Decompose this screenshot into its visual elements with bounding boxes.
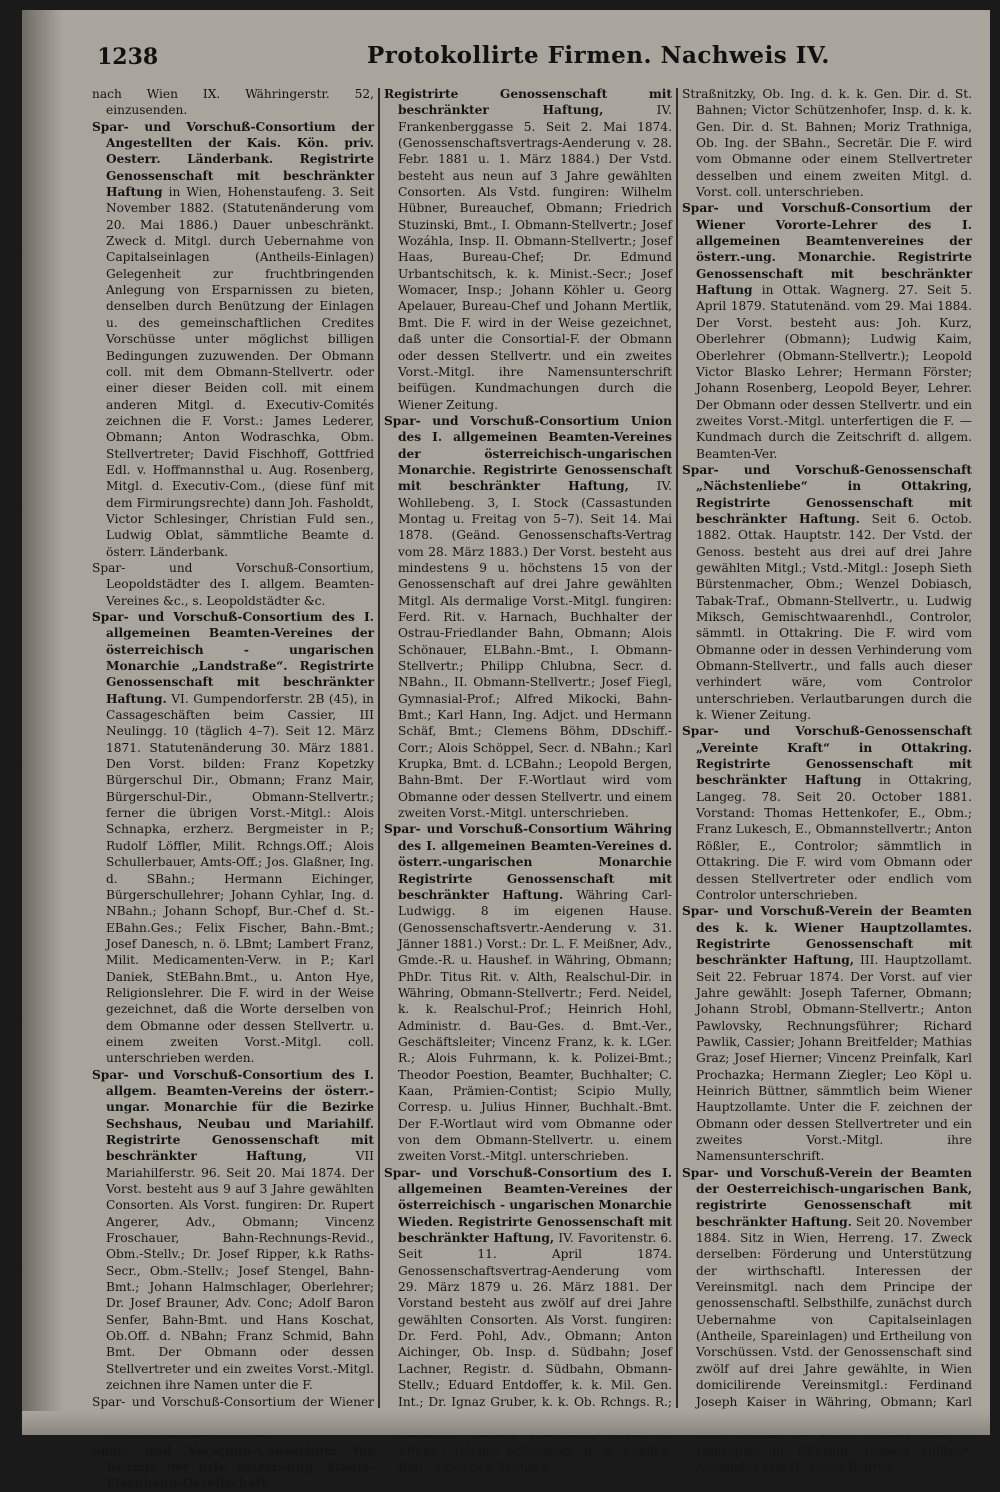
running-title: Protokollirte Firmen. Nachweis IV. (367, 42, 830, 69)
directory-entry (384, 413, 672, 822)
book-page (22, 10, 990, 1491)
entry-firm-name: Spar- und Vorschuß-Verein der Beamten der Oesterreichisch-ungarischen Bank, registrirte Genossenschaft mit beschränkter Haftung. (682, 1165, 972, 1229)
entry-details: Währing Carl-Ludwigg. 8 im eigenen Hause. (Genossenschaftsvertr.-Aenderung v. 31. Jänner 1881.) Vorst.: Dr. L. F. Meißner, Adv., Gmde.-R. u. Haushef. in Währing, Obmann; PhDr. Titus Rit. v. Alth, Realschul-Dir. in Währing, Obmann-Stellvertr.; Ferd. Neidel, k. k. Realschul-Prof.; Heinrich Hohl, Administr. d. Bau-Ges. d. Bmt.-Ver., Geschäftsleiter; Vincenz Franz, k. k. LGer. R.; Alois Fuhrmann, k. k. Polizei-Bmt.; Theodor Poestion, Beamter, Buchhalter; C. Kaan, Prämien-Contist; Scipio Mully, Corresp. u. Julius Hinner, Buchhalt.-Bmt. Der F.-Wortlaut wird vom Obmanne oder von dem Obmann-Stellvertr. u. einem zweiten Vorst.-Mitgl. unterschrieben. (398, 887, 672, 1164)
directory-entry (682, 462, 972, 724)
entry-firm-name: Spar- und Vorschuß-Consortium Währing des I. allgemeinen Beamten-Vereines d. österr.-ungarischen Monarchie Registrirte Genossenschaft mit beschränkter Haftung. (384, 822, 672, 902)
directory-entry (92, 560, 374, 609)
page-header (22, 40, 990, 80)
directory-entry (682, 903, 972, 1165)
entry-details: Spar- und Vorschuß-Consortium der Wiener (92, 1394, 374, 1409)
directory-entry (92, 1067, 374, 1394)
entry-details: in Ottakring, Langeg. 78. Seit 20. October 1881. Vorstand: Thomas Hettenkofer, E., Obm.; Franz Lukesch, E., Obmannstellvertr.; Anton Rößler, E., Controlor; sämmtlich in Ottakring. Die F. wird vom Obmann oder dessen Stellvertreter oder endlich vom Controlor unterschrieben. (696, 773, 973, 902)
entry-firm-name: Spar- und Vorschuß-Consortium der Wiener Vororte-Lehrer des I. allgemeinen Beamtenvereines der österr.-ung. Monarchie. Registrirte Genossenschaft mit beschränkter Haftung (682, 201, 972, 298)
entry-firm-name: Spar- und Vorschuß-Consortium des I. allgemeinen Beamten-Vereines der österreichisch - ungarischen Monarchie „Landstraße“. Registrirte Genossenschaft mit beschränkter Haftung. (92, 610, 374, 706)
column-divider (378, 88, 380, 1408)
entry-details: IV. Favoritenstr. 6. Seit 11. April 1874. Genossenschaftsvertrag-Aenderung vom 29. März 1879 u. 26. März 1881. Der Vorstand besteht aus zwölf auf drei Jahre gewählten Consorten. Als Vorst. fungiren: Dr. Ferd. Pohl, Adv., Obmann; Anton Aichinger, Ob. Insp. d. Südbahn; Josef Lachner, Registr. d. Südbahn, Obmann-Stellv.; Eduard Entdoffer, k. k. Mil. Gen. Int.; Dr. Ignaz Gruber, k. k. Ob. Rchngs. R.; SBahn.; Johann Schrenckh, n. ö. Landes-Bmt.; Friedrich Schulz v. (398, 1231, 673, 1474)
entry-details: Seit 6. Octob. 1882. Ottak. Hauptstr. 142. Der Vstd. der Genoss. besteht aus drei auf drei Jahre gewählten Mitgl.; Vstd.-Mitgl.: Joseph Sieth Bürstenmacher, Obm.; Wenzel Dobiasch, Tabak-Traf., Obmann-Stellvertr., u. Ludwig Miksch, Gemischtwaarenhdl., Controlor, sämmtl. in Ottakring. Die F. wird vom Obmanne oder in dessen Verhinderung vom Obmann-Stellvertr., und falls auch dieser verhindert wäre, vom Controlor unterschrieben. Verlautbarungen durch die k. Wiener Zeitung. (696, 511, 972, 723)
directory-entry (682, 723, 972, 903)
entry-details: Spar- und Vorschuß-Consortium, Leopoldstädter des I. allgem. Beamten-Vereines &c., s. Leopoldstädter &c. (92, 560, 374, 608)
entry-details: VII Mariahilferstr. 96. Seit 20. Mai 1874. Der Vorst. besteht aus 9 auf 3 Jahre gewählten Consorten. Als Vorst. fungiren: Dr. Rupert Angerer, Adv., Obmann; Vincenz Froschauer, Bahn-Rechnungs-Revid., Obm.-Stellv.; Dr. Josef Ripper, k.k Raths-Secr., Obm.-Stellv.; Josef Stengel, Bahn-Bmt.; Johann Halmschlager, Oberlehrer; Dr. Josef Brauner, Adv. Conc; Adolf Baron Senfer, Bahn-Bmt. und Hans Koschat, Ob.Off. d. NBahn; Franz Schmid, Bahn Bmt. Der Obmann oder dessen Stellvertreter und ein zweites Vorst.-Mitgl. zeichnen ihre Namen unter die F. (106, 1149, 374, 1393)
entry-firm-name: Registrirte Genossenschaft mit beschränkter Haftung, (384, 87, 672, 118)
page-edge-shadow (22, 10, 62, 1435)
directory-entry (92, 86, 374, 119)
text-column-2 (384, 86, 673, 1474)
directory-entry (682, 200, 972, 462)
entry-details: in Ottak. Wagnerg. 27. Seit 5. April 1879. Statutenänd. vom 29. Mai 1884. Der Vorst. besteht aus: Joh. Kurz, Oberlehrer (Obmann); Ludwig Kaim, Oberlehrer (Obmann-Stellvertr.); Leopold Victor Blasko Lehrer; Hermann Förster; Johann Rosenberg, Leopold Beyer, Lehrer. Der Obmann oder dessen Stellvertr. und ein zweites Vorst.-Mitgl. unterfertigen die F. — Kundmach durch die Zeitschrift d. allgem. Beamten-Ver. (696, 283, 972, 461)
entry-details: VI. Gumpendorferstr. 2B (45), in Cassageschäften beim Cassier, III Neulingg. 10 (täglich 4–7). Seit 12. März 1871. Statutenänderung 30. März 1881. Den Vorst. bilden: Franz Kopetzky Bürgerschul Dir., Obmann; Franz Mair, Bürgerschul-Dir., Obmann-Stellvertr.; ferner die übrigen Vorst.-Mitgl.: Alois Schnapka, erzherz. Bergmeister in P.; Rudolf Löffler, Milit. Rchngs.Off.; Alois Schullerbauer, Amts-Off.; Jos. Glaßner, Ing. d. SBahn.; Hermann Eichinger, Bürgerschullehrer; Johann Cyhlar, Ing. d. NBahn.; Johann Schopf, Bur.-Chef d. St.-EBahn.Ges.; Felix Fischer, Bahn.-Bmt.; Josef Danesch, n. ö. LBmt; Lambert Franz, Milit. Medicamenten-Verw. in P.; Karl Daniek, StEBahn.Bmt., u. Anton Hye, Religionslehrer. Die F. wird in der Weise gezeichnet, daß die Worte derselben von dem Obmanne oder dessen Stellvertr. u. einem zweiten Vorst.-Mitgl. coll. unterschrieben werden. (106, 691, 374, 1066)
entry-details: nach Wien IX. Währingerstr. 52, einzusenden. (92, 87, 374, 118)
page-edge-bottom (22, 1411, 990, 1435)
entry-firm-name: Spar- und Vorschuß-Consortium des I. allgemeinen Beamten-Vereines der österreichisch - ungarischen Monarchie Wieden. Registrirte Genossenschaft mit beschränkter Haftung, (384, 1165, 672, 1246)
entry-firm-name: Spar- und Vorschuß-Genossenschaft „Vereinte Kraft“ in Ottakring. Registrirte Genossenschaft mit beschränkter Haftung (682, 724, 972, 788)
entry-details: in Wien, Hohenstaufeng. 3. Seit November 1882. (Statutenänderung vom 20. Mai 1886.) Dauer unbeschränkt. Zweck d. Mitgl. durch Uebernahme von Capitalseinlagen (Antheils-Einlagen) Gelegenheit zur fruchtbringenden Anlegung von Ersparnissen zu bieten, denselben durch Benützung der Einlagen u. des gemeinschaftlichen Credites Vorschüsse unter möglichst billigen Bedingungen zuzuwenden. Der Obmann coll. mit dem Obmann-Stellvertr. oder einer dieser Beiden coll. mit einem anderen Mitgl. d. Executiv-Comités zeichnen die F. Vorst.: James Lederer, Obmann; Anton Wodraschka, Obm. Stellvertreter; David Fischhoff, Gottfried Edl. v. Hoffmannsthal u. Aug. Rosenberg, Mitgl. d. Executiv-Com., (diese fünf mit dem Firmirungsrechte) dann Joh. Fasholdt, Victor Schlesinger, Christian Fuld sen., Ludwig Oblat, sämmtliche Beamte d. österr. Länderbank. (106, 185, 374, 559)
column-divider (676, 88, 678, 1408)
entry-firm-name: Spar- und Vorschuß-Consortium Union des I. allgemeinen Beamten-Vereines der österreichisch-ungarischen Monarchie. Registrirte Genossenschaft mit beschränkter Haftung, (384, 413, 672, 494)
directory-entry (682, 86, 972, 200)
text-column-1 (92, 86, 374, 1491)
entry-firm-name: Spar- und Vorschuß-Consortium für Beamte der priv. österr.-ung. Staats-Eisenbahn-Gesellschaft. (92, 1443, 374, 1491)
entry-firm-name: Spar- und Vorschuß-Consortium des I. allgem. Beamten-Vereins der österr.-ungar. Monarchie für die Bezirke Sechshaus, Neubau und Mariahilf. Registrirte Genossenschaft mit beschränkter Haftung, (92, 1067, 374, 1164)
directory-entry (92, 609, 374, 1067)
entry-details: IV. Wohllebeng. 3, I. Stock (Cassastunden Montag u. Freitag von 5–7). Seit 14. Mai 1878. (Geänd. Genossenschafts-Vertrag vom 28. März 1883.) Der Vorst. besteht aus mindestens 9 u. höchstens 15 von der Genossenschaft auf drei Jahre gewählten Mitgl. Als dermalige Vorst.-Mitgl. fungiren: Ferd. Rit. v. Harnach, Buchhalter der Ostrau-Friedlander Bahn, Obmann; Alois Schönauer, ELBahn.-Bmt., I. Obmann-Stellvertr.; Philipp Chlubna, Secr. d. NBahn., II. Obmann-Stellvertr.; Josef Fiegl, Gymnasial-Prof.; Alfred Mikocki, Bahn-Bmt.; Karl Hann, Ing. Adjct. und Hermann Schäf, Bmt.; Clemens Böhm, DDschiff.-Corr.; Alois Schöppel, Secr. d. NBahn.; Karl Krupka, Bmt. d. LCBahn.; Leopold Bergen, Bahn-Bmt. Der F.-Wortlaut wird vom Obmanne oder dessen Stellvertr. und einem zweiten Vorst.-Mitgl. unterschrieben. (398, 479, 673, 821)
text-column-3 (682, 86, 973, 1474)
entry-firm-name: Spar- und Vorschuß-Verein der Beamten des k. k. Wiener Hauptzollamtes. Registrirte Genossenschaft mit beschränkter Haftung, (682, 904, 972, 968)
entry-details: Straßnitzky, Ob. Ing. d. k. k. Gen. Dir. d. St. Bahnen; Victor Schützenhofer, Insp. d. k. k. Gen. Dir. d. St. Bahnen; Moriz Trathniga, Ob. Ing. der SBahn., Secretär. Die F. wird vom Obmanne oder einem Stellvertreter desselben und einem zweiten Mitgl. d. Vorst. coll. unterschrieben. (682, 87, 972, 200)
directory-entry (92, 119, 374, 560)
entry-details: IV. Frankenberggasse 5. Seit 2. Mai 1874. (Genossenschaftsvertrags-Aenderung v. 28. Febr. 1881 u. 1. März 1884.) Der Vstd. besteht aus neun auf 3 Jahre gewählten Consorten. Als Vstd. fungiren: Wilhelm Hübner, Bureauchef, Obmann; Friedrich Stuzinski, Bmt., I. Obmann-Stellvertr.; Josef Wozáhla, Insp. II. Obmann-Stellvertr.; Josef Haas, Bureau-Chef; Dr. Edmund Urbantschitsch, k. k. Minist.-Secr.; Josef Womacer, Insp.; Johann Köhler u. Georg Apelauer, Bureau-Chef und Johann Mertlik, Bmt. Die F. wird in der Weise gezeichnet, daß unter die Consortial-F. der Obmann oder dessen Stellvertr. und ein zweites Vorst.-Mitgl. ihre Namensunterschrift beifügen. Kundmachungen durch die Wiener Zeitung. (398, 103, 672, 412)
directory-entry (384, 86, 672, 413)
entry-firm-name: Spar- und Vorschuß-Genossenschaft „Nächstenliebe“ in Ottakring, Registrirte Genossenschaft mit beschränkter Haftung. (682, 462, 972, 526)
entry-details: Seit 20. November 1884. Sitz in Wien, Herreng. 17. Zweck derselben: Förderung und Unterstützung der wirthschaftl. Interessen der Vereinsmitgl. nach dem Principe der genossenschaftl. Selbsthilfe, zunächst durch Uebernahme von Capitalseinlagen (Antheile, Spareinlagen) und Ertheilung von Vorschüssen. Vstd. der Genossenschaft sind zwölf auf drei Jahre gewählte, in Wien domicilirende Vereinsmitgl.: Ferdinand Joseph Kaiser in Währing, Obmann; Karl Henriquez in Währing; Ludwig Holtzer; Alexander Libert; Moriz Redten- (696, 1214, 973, 1474)
directory-entry (92, 1443, 374, 1492)
directory-entry (384, 821, 672, 1164)
entry-firm-name: Spar- und Vorschuß-Consortium der Angestellten der Kais. Kön. priv. Oesterr. Länderbank. Registrirte Genossenschaft mit beschränkter Haftung (92, 119, 374, 200)
entry-details: III. Hauptzollamt. Seit 22. Februar 1874. Der Vorst. auf vier Jahre gewählt: Joseph Taferner, Obmann; Johann Strobl, Obmann-Stellvertr.; Anton Pawlovsky, Rechnungsführer; Richard Pawlik, Cassier; Johann Breitfelder; Mathias Graz; Josef Hierner; Vincenz Preinfalk, Karl Prochazka; Hermann Ziegler; Leo Köpl u. Heinrich Büttner, sämmtlich beim Wiener Hauptzollamte. Unter die F. zeichnen der Obmann oder dessen Stellvertreter und ein zweites Vorst.-Mitgl. ihre Namensunterschrift. (696, 953, 972, 1164)
page-number: 1238 (97, 44, 159, 70)
